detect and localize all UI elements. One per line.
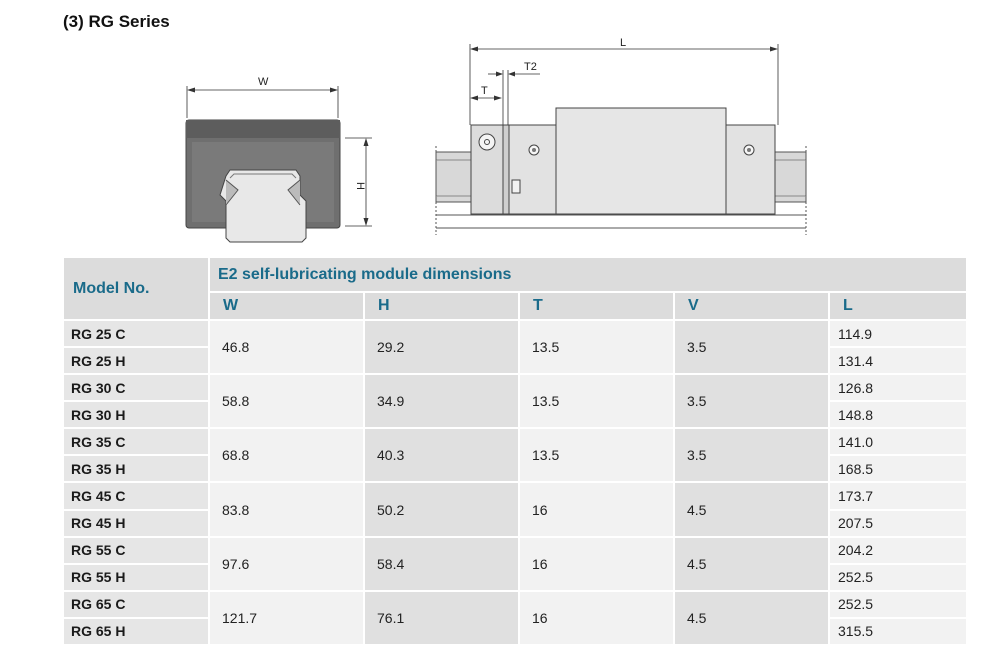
dimensions-group-header: E2 self-lubricating module dimensions — [208, 258, 966, 291]
model-cell: RG 45 H — [64, 511, 208, 538]
t-value: 13.5 — [518, 321, 673, 375]
w-value: 58.8 — [208, 375, 363, 429]
h-value: 34.9 — [363, 375, 518, 429]
model-cell: RG 45 C — [64, 483, 208, 510]
front-view — [186, 86, 372, 242]
model-cell: RG 25 H — [64, 348, 208, 375]
l-value: 141.0 — [828, 429, 966, 456]
l-value: 168.5 — [828, 456, 966, 483]
l-value: 252.5 — [828, 592, 966, 619]
model-cell: RG 65 H — [64, 619, 208, 646]
t-value: 13.5 — [518, 429, 673, 483]
technical-drawing — [0, 0, 988, 250]
length-dimension-label: L — [620, 37, 627, 49]
model-cell: RG 35 H — [64, 456, 208, 483]
t-value: 13.5 — [518, 375, 673, 429]
w-value: 97.6 — [208, 538, 363, 592]
model-cell: RG 35 C — [64, 429, 208, 456]
dimensions-table — [64, 258, 966, 646]
w-value: 83.8 — [208, 483, 363, 537]
t-value: 16 — [518, 483, 673, 537]
model-cell: RG 30 H — [64, 402, 208, 429]
t-value: 16 — [518, 592, 673, 646]
table-row — [64, 483, 966, 510]
table-row — [64, 592, 966, 619]
w-value: 46.8 — [208, 321, 363, 375]
w-value: 68.8 — [208, 429, 363, 483]
width-dimension-label: W — [258, 76, 269, 88]
side-view — [436, 44, 806, 235]
section-title: (3) RG Series — [63, 12, 170, 31]
h-value: 76.1 — [363, 592, 518, 646]
l-value: 126.8 — [828, 375, 966, 402]
model-cell: RG 55 C — [64, 538, 208, 565]
model-cell: RG 65 C — [64, 592, 208, 619]
table-row — [64, 375, 966, 402]
l-value: 148.8 — [828, 402, 966, 429]
l-value: 252.5 — [828, 565, 966, 592]
column-header-v: V — [673, 291, 828, 321]
table-row — [64, 321, 966, 348]
v-value: 3.5 — [673, 375, 828, 429]
l-value: 315.5 — [828, 619, 966, 646]
l-value: 207.5 — [828, 511, 966, 538]
w-value: 121.7 — [208, 592, 363, 646]
model-number-header: Model No. — [64, 258, 208, 321]
h-value: 29.2 — [363, 321, 518, 375]
t-dimension-label: T — [481, 85, 488, 97]
v-value: 3.5 — [673, 321, 828, 375]
v-value: 4.5 — [673, 538, 828, 592]
l-value: 204.2 — [828, 538, 966, 565]
l-value: 114.9 — [828, 321, 966, 348]
l-value: 131.4 — [828, 348, 966, 375]
model-cell: RG 25 C — [64, 321, 208, 348]
column-header-l: L — [828, 291, 966, 321]
column-header-t: T — [518, 291, 673, 321]
model-cell: RG 30 C — [64, 375, 208, 402]
t2-dimension-label: T2 — [524, 61, 537, 73]
v-value: 4.5 — [673, 592, 828, 646]
table-row — [64, 429, 966, 456]
column-header-h: H — [363, 291, 518, 321]
table-row — [64, 538, 966, 565]
v-value: 4.5 — [673, 483, 828, 537]
column-header-w: W — [208, 291, 363, 321]
h-value: 40.3 — [363, 429, 518, 483]
h-value: 58.4 — [363, 538, 518, 592]
height-dimension-label: H — [354, 182, 366, 190]
h-value: 50.2 — [363, 483, 518, 537]
t-value: 16 — [518, 538, 673, 592]
model-cell: RG 55 H — [64, 565, 208, 592]
v-value: 3.5 — [673, 429, 828, 483]
l-value: 173.7 — [828, 483, 966, 510]
